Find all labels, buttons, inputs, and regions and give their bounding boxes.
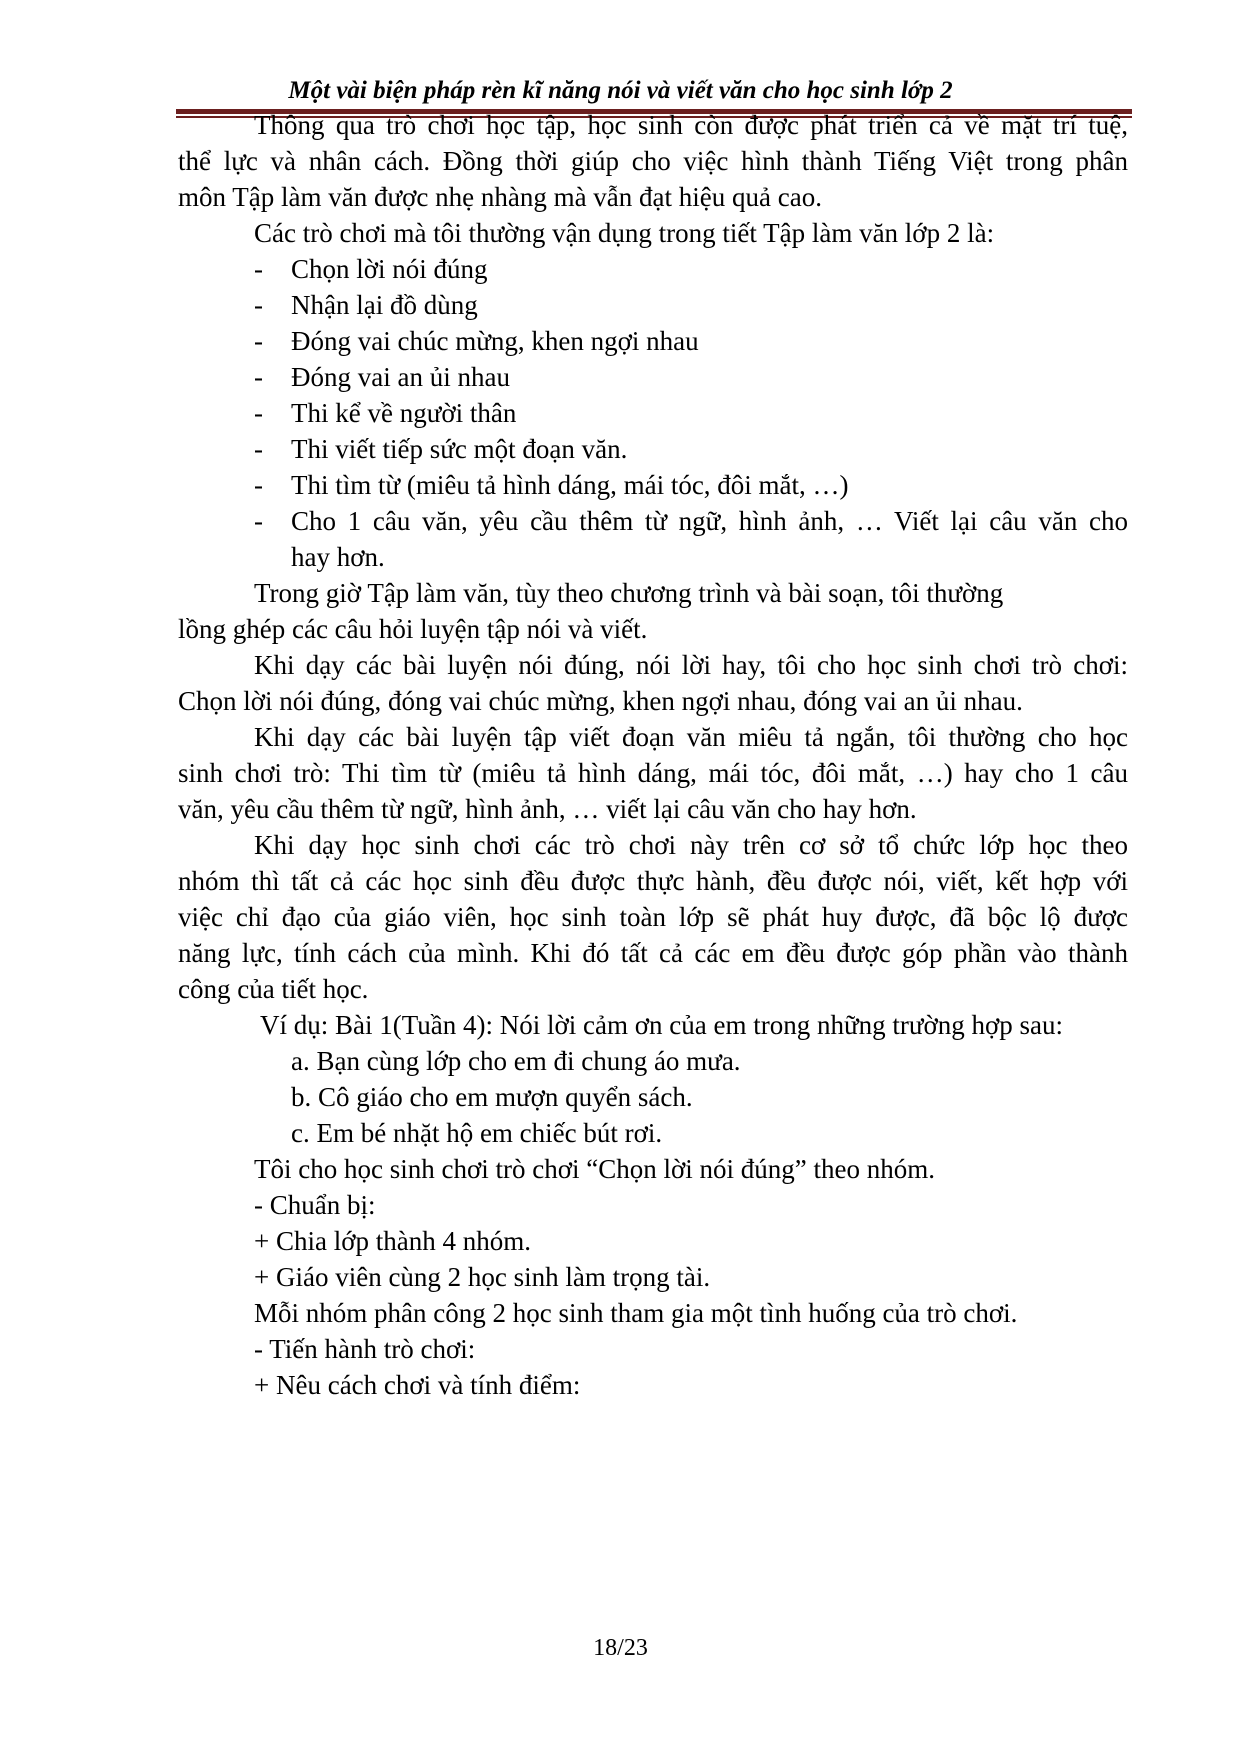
list-item: Nhận lại đồ dùng	[291, 290, 478, 320]
list-bullet: -	[254, 434, 263, 464]
procedure-line: - Tiến hành trò chơi:	[254, 1334, 476, 1364]
page-number: 18/23	[593, 1635, 648, 1661]
paragraph-line: lồng ghép các câu hỏi luyện tập nói và viết.	[178, 614, 648, 644]
paragraph-line: thể lực và nhân cách. Đồng thời giúp cho việc hình thành Tiếng Việt trong phân	[178, 146, 1128, 176]
paragraph-line: năng lực, tính cách của mình. Khi đó tất cả các em đều được góp phần vào thành	[178, 938, 1128, 968]
list-bullet: -	[254, 398, 263, 428]
paragraph-line: sinh chơi trò: Thi tìm từ (miêu tả hình dáng, mái tóc, đôi mắt, …) hay cho 1 câu	[178, 758, 1128, 788]
paragraph-line: Khi dạy các bài luyện tập viết đoạn văn miêu tả ngắn, tôi thường cho học	[254, 722, 1128, 752]
running-header-title: Một vài biện pháp rèn kĩ năng nói và viết văn cho học sinh lớp 2	[288, 77, 953, 104]
list-bullet: -	[254, 470, 263, 500]
list-item: Đóng vai chúc mừng, khen ngợi nhau	[291, 326, 699, 356]
procedure-line: + Chia lớp thành 4 nhóm.	[254, 1226, 531, 1256]
paragraph-line: Chọn lời nói đúng, đóng vai chúc mừng, khen ngợi nhau, đóng vai an ủi nhau.	[178, 686, 1023, 716]
games-intro: Các trò chơi mà tôi thường vận dụng trong tiết Tập làm văn lớp 2 là:	[254, 218, 995, 248]
list-item: Thi tìm từ (miêu tả hình dáng, mái tóc, đôi mắt, …)	[291, 470, 849, 500]
paragraph-line: Thông qua trò chơi học tập, học sinh còn được phát triển cả về mặt trí tuệ,	[254, 110, 1128, 140]
example-intro: Ví dụ: Bài 1(Tuần 4): Nói lời cảm ơn của em trong những trường hợp sau:	[260, 1010, 1064, 1040]
list-bullet: -	[254, 506, 263, 536]
procedure-line: Tôi cho học sinh chơi trò chơi “Chọn lời nói đúng” theo nhóm.	[254, 1154, 935, 1184]
paragraph-line: nhóm thì tất cả các học sinh đều được thực hành, đều được nói, viết, kết hợp với	[178, 866, 1128, 896]
list-item: Thi kể về người thân	[291, 398, 517, 428]
list-item: Chọn lời nói đúng	[291, 254, 488, 284]
example-item: a. Bạn cùng lớp cho em đi chung áo mưa.	[291, 1046, 741, 1076]
list-bullet: -	[254, 254, 263, 284]
paragraph-line: Khi dạy các bài luyện nói đúng, nói lời hay, tôi cho học sinh chơi trò chơi:	[254, 650, 1128, 680]
procedure-line: Mỗi nhóm phân công 2 học sinh tham gia một tình huống của trò chơi.	[254, 1298, 1018, 1328]
paragraph-line: Khi dạy học sinh chơi các trò chơi này trên cơ sở tổ chức lớp học theo	[254, 830, 1128, 860]
list-item-continuation: hay hơn.	[291, 542, 385, 572]
list-item: Thi viết tiếp sức một đoạn văn.	[291, 434, 628, 464]
procedure-line: + Nêu cách chơi và tính điểm:	[254, 1370, 581, 1400]
paragraph-line: việc chỉ đạo của giáo viên, học sinh toàn lớp sẽ phát huy được, đã bộc lộ được	[178, 902, 1128, 932]
example-item: b. Cô giáo cho em mượn quyển sách.	[291, 1082, 693, 1112]
list-bullet: -	[254, 326, 263, 356]
procedure-line: + Giáo viên cùng 2 học sinh làm trọng tài.	[254, 1262, 711, 1292]
list-item: Đóng vai an ủi nhau	[291, 362, 510, 392]
example-item: c. Em bé nhặt hộ em chiếc bút rơi.	[291, 1118, 663, 1148]
procedure-line: - Chuẩn bị:	[254, 1190, 376, 1220]
paragraph-line: văn, yêu cầu thêm từ ngữ, hình ảnh, … viết lại câu văn cho hay hơn.	[178, 794, 917, 824]
paragraph-line: Trong giờ Tập làm văn, tùy theo chương trình và bài soạn, tôi thường	[254, 578, 1004, 608]
paragraph-line: môn Tập làm văn được nhẹ nhàng mà vẫn đạt hiệu quả cao.	[178, 182, 822, 212]
list-bullet: -	[254, 362, 263, 392]
paragraph-line: công của tiết học.	[178, 974, 369, 1004]
list-bullet: -	[254, 290, 263, 320]
list-item: Cho 1 câu văn, yêu cầu thêm từ ngữ, hình ảnh, … Viết lại câu văn cho	[291, 506, 1128, 536]
